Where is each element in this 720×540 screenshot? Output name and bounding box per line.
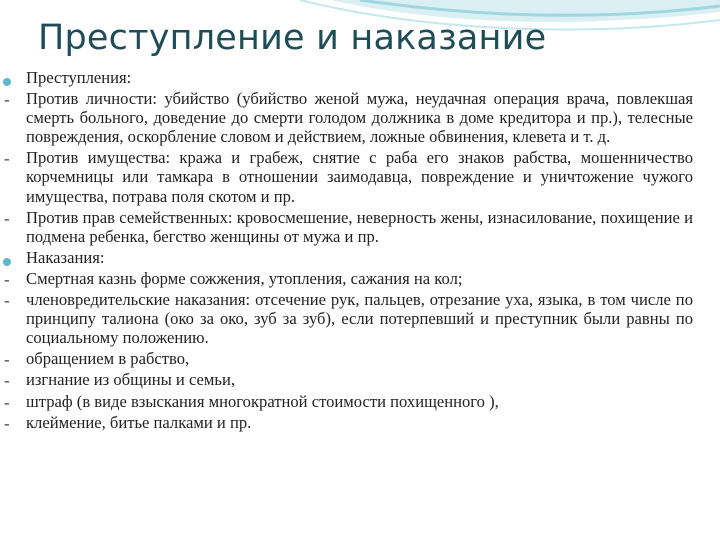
list-heading-item: [0, 68, 720, 87]
bullet-dot-icon: [3, 258, 11, 266]
list-item: [0, 269, 720, 288]
list-item-text: Против прав семейственных: кровосмешение, неверность жены, изнасилование, похищение и подмена ребенка, бегство женщины от мужа и пр.: [26, 207, 693, 246]
bullet-dash-icon: -: [4, 149, 10, 169]
bullet-dash-icon: -: [4, 90, 10, 110]
list-item: [0, 148, 720, 205]
bullet-dash-icon: -: [4, 208, 10, 228]
list-item-text: изгнание из общины и семьи,: [26, 370, 235, 390]
bullet-dash-icon: -: [4, 413, 10, 433]
list-item-text: Преступления:: [26, 68, 132, 87]
list-item-text: Смертная казнь форме сожжения, утопления, сажания на кол;: [26, 268, 463, 288]
bullet-dash-icon: -: [4, 371, 10, 391]
list-item-text: штраф (в виде взыскания многократной стоимости похищенного ),: [26, 391, 499, 411]
list-item: [0, 413, 720, 432]
list-item-text: членовредительские наказания: отсечение рук, пальцев, отрезание уха, языка, в том числе по принципу талиона (око за око, зуб за зуб), если потерпевший и преступник были равны по социальному положению.: [26, 290, 693, 348]
bullet-dot-icon: [3, 78, 11, 86]
list-item-text: обращением в рабство,: [26, 349, 190, 369]
list-item: [0, 290, 720, 347]
list-item-text: Против личности: убийство (убийство женой мужа, неудачная операция врача, повлекшая смерть больного, доведение до смерти голодом должника в доме кредитора и пр.), телесные повреждения, оскорбление словом и действием, ложные обвинения, клевета и т. д.: [26, 89, 693, 147]
list-item: [0, 89, 720, 146]
list-item-text: Наказания:: [26, 247, 105, 267]
bullet-list: [0, 68, 720, 434]
list-item: [0, 370, 720, 389]
list-item-text: клеймение, битье палками и пр.: [26, 412, 252, 432]
list-item-text: Против имущества: кража и грабеж, снятие с раба его знаков рабства, мошенничество корчемницы или тамкара в отношении заимодавца, повреждение и уничтожение чужого имущества, потрава поля скотом и пр.: [26, 148, 693, 206]
bullet-dash-icon: -: [4, 392, 10, 412]
slide-title: Преступление и наказание: [38, 18, 547, 58]
bullet-dash-icon: -: [4, 269, 10, 289]
bullet-dash-icon: -: [4, 350, 10, 370]
bullet-dash-icon: -: [4, 291, 10, 311]
list-item: [0, 208, 720, 246]
list-item: [0, 349, 720, 368]
list-heading-item: [0, 248, 720, 267]
list-item: [0, 392, 720, 411]
